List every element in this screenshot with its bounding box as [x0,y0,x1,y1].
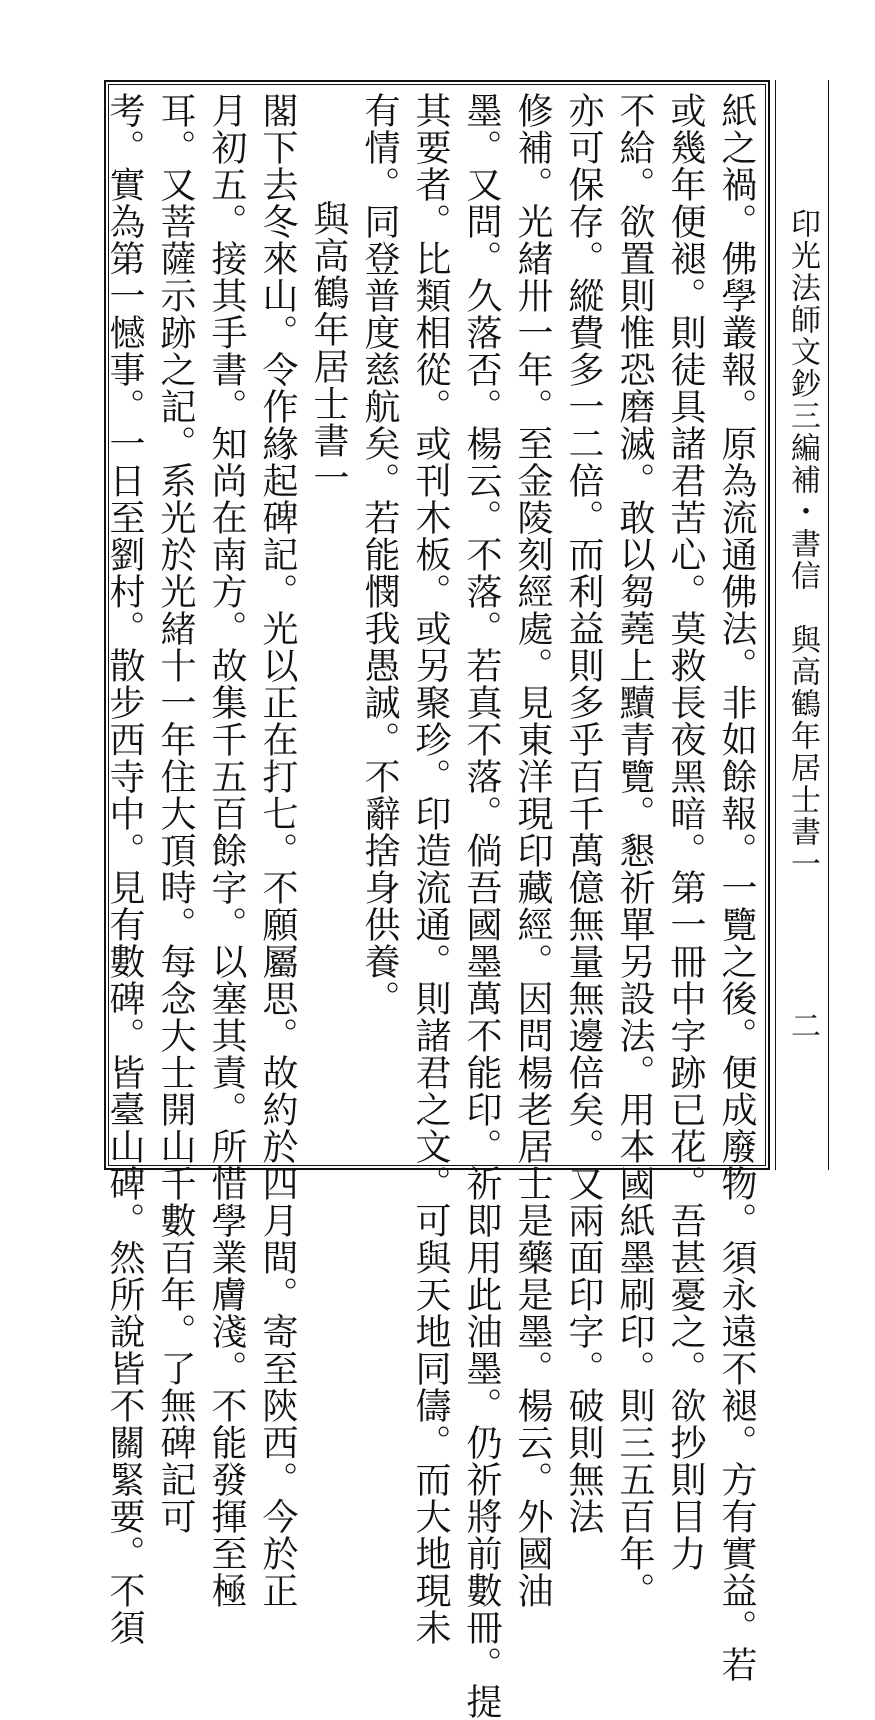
text-column: 或幾年便褪。則徒具諸君苦心。莫救長夜黑暗。第一冊中字跡已花。吾甚憂之。欲抄則目力 [665,92,706,1572]
text-column: 其要者。比類相從。或刊木板。或另聚珍。印造流通。則諸君之文。可與天地同儔。而大地現未 [410,92,451,1646]
text-column: 紙之禍。佛學叢報。原為流通佛法。非如餘報。一覽之後。便成廢物。須永遠不褪。方有實益。若 [716,92,757,1683]
letter-title: 與高鶴年居士書一 [308,200,349,496]
text-column: 不給。欲置則惟恐磨滅。敢以芻蕘上黷青覽。懇祈單另設法。用本國紙墨刷印。則三五百年。 [614,92,655,1609]
text-column: 月初五。接其手書。知尚在南方。故集千五百餘字。以塞其責。所惜學業膚淺。不能發揮至極 [206,92,247,1609]
header-divider-left [775,80,776,1170]
header-divider-right [828,80,829,1170]
text-column: 亦可保存。縱費多一二倍。而利益則多乎百千萬億無量無邊倍矣。又兩面印字。破則無法 [563,92,604,1535]
page-number: 二 [785,1010,820,1040]
running-head: 印光法師文鈔三編補・書信 與高鶴年居士書一 [785,208,820,880]
text-column: 考。實為第一憾事。一日至劉村。散步西寺中。見有數碑。皆臺山碑。然所說皆不關緊要。不須 [104,92,145,1646]
text-column: 修補。光緒卅一年。至金陵刻經處。見東洋現印藏經。因問楊老居士是藥是墨。楊云。外國油 [512,92,553,1609]
text-column: 閣下去冬來山。令作緣起碑記。光以正在打七。不願屬思。故約於四月間。寄至陝西。今於正 [257,92,298,1609]
body-text [104,92,762,1720]
text-column: 耳。又菩薩示跡之記。系光於光緒十一年住大頂時。每念大士開山千數百年。了無碑記可 [155,92,196,1535]
text-column: 墨。又問。久落否。楊云。不落。若真不落。倘吾國墨萬不能印。祈即用此油墨。仍祈將前數冊。提 [461,92,502,1720]
text-column: 有情。同登普度慈航矣。若能憫我愚誠。不辭捨身供養。 [359,92,400,1017]
